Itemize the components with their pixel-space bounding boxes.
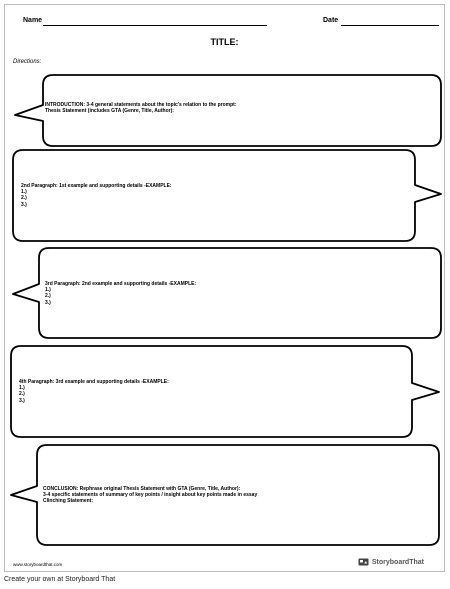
storyboard-logo-icon bbox=[358, 558, 369, 566]
logo-text: StoryboardThat bbox=[371, 558, 424, 566]
date-label: Date bbox=[323, 17, 339, 24]
name-label: Name bbox=[23, 17, 43, 24]
paragraph2-text: 2nd Paragraph: 1st example and supporting details -EXAMPLE: 1.) 2.) 3.) bbox=[21, 183, 172, 208]
paragraph4-text: 4th Paragraph: 3rd example and supporting details -EXAMPLE: 1.) 2.) 3.) bbox=[19, 379, 169, 404]
paragraph3-text: 3rd Paragraph: 2nd example and supporting details -EXAMPLE: 1.) 2.) 3.) bbox=[45, 281, 197, 306]
worksheet bbox=[4, 4, 445, 572]
footer-url[interactable]: www.storyboardthat.com bbox=[13, 562, 63, 567]
conclusion-text: CONCLUSION: Rephrase original Thesis Statement with GTA (Genre, Title, Author): 3-4 specific statements of summary of key points / insight about key points made in essay Clinching Statement: bbox=[43, 486, 258, 505]
page-title: TITLE: bbox=[210, 37, 239, 47]
intro-text: INTRODUCTION: 3-4 general statements about the topic's relation to the prompt: Thesis Statement (includes GTA (Genre, Title, Author): bbox=[45, 102, 237, 115]
storyboardthat-logo[interactable] bbox=[358, 558, 424, 566]
directions-label: Directions: bbox=[13, 59, 42, 65]
create-caption[interactable]: Create your own at Storyboard That bbox=[4, 576, 116, 583]
